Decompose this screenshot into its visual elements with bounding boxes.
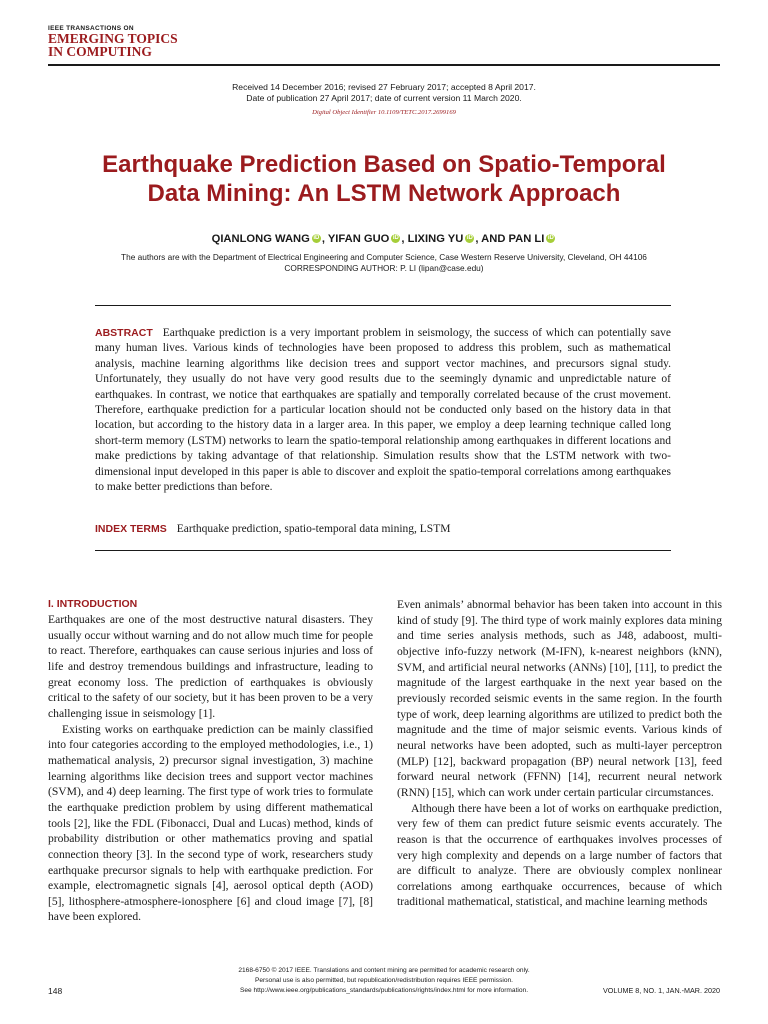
author-name: QIANLONG WANG (211, 233, 310, 245)
left-column (48, 596, 373, 925)
affiliation (48, 252, 720, 274)
orcid-icon[interactable]: iD (392, 235, 399, 241)
right-column (397, 597, 722, 910)
author-name: , LIXING YU (401, 233, 464, 245)
corresponding-author: CORRESPONDING AUTHOR: P. LI (lipan@case.edu) (284, 263, 484, 273)
rights-link[interactable]: See http://www.ieee.org/publications_standards/publications/rights/index.html for more information. (239, 987, 529, 994)
received-line: Received 14 December 2016; revised 27 February 2017; accepted 8 April 2017. (232, 82, 536, 92)
abstract-label: ABSTRACT (95, 327, 153, 339)
abstract-bottom-rule (95, 550, 671, 551)
title-line2: Data Mining: An LSTM Network Approach (147, 180, 621, 207)
copyright-line: 2168-6750 © 2017 IEEE. Translations and content mining are permitted for academic research only. (238, 967, 530, 974)
index-terms (95, 523, 671, 535)
volume-info: VOLUME 8, NO. 1, JAN.-MAR. 2020 (602, 986, 720, 995)
author-name: , YIFAN GUO (321, 233, 390, 245)
paragraph: Even animals’ abnormal behavior has been taken into account in this kind of study [9]. The third type of work mainly explores data mining and time series analysis methods, such as J48, adaboost, multi-objective info-fuzzy network (M-IFN), k-nearest neighbors (kNN), SVM, and artificial neural networks (ANNs) [10], [11], to predict the magnitude of the largest earthquake in the next year based on the previously recorded seismic events in the same region. In the fourth type of work, deep learning algorithms are utilized to predict both the magnitude and the time of major seismic events. Various kinds of neural networks have been adopted, such as multi-layer perceptron (MLP) [12], backward propagation (BP) neural network [13], feed forward neural network (FFNN) [14], recurrent neural network (RNN) [15], which can work under certain particular circumstances. (397, 598, 722, 799)
author-list (48, 233, 720, 245)
paragraph: Existing works on earthquake prediction can be mainly classified into four categories according to the employed methodologies, i.e., 1) mathematical analysis, 2) precursor signal investigation, 3) machine learning algorithms like decision trees and support vector machines (SVM), and 4) deep learning. The first type of work tries to formulate the earthquake prediction problem by using different mathematical tools [2], like the FDL (Fibonacci, Dual and Lucas) method, kinds of probability distribution or other mathematics proving and spatial connection theory [3]. In the second type of work, researchers study earthquake precursor signals to help with earthquake prediction. For example, electromagnetic signals [4], aerosol optical depth (AOD) [5], lithosphere-atmosphere-ionosphere [6] and cloud image [7], [8] have been explored. (48, 722, 373, 924)
orcid-icon[interactable]: iD (547, 235, 554, 241)
paper-title (48, 150, 720, 208)
orcid-icon[interactable]: iD (466, 235, 473, 241)
affiliation-text: The authors are with the Department of Electrical Engineering and Computer Science, Case Western Reserve University, Cleveland, OH 44106 (121, 252, 647, 262)
abstract-text: Earthquake prediction is a very important problem in seismology, the success of which can potentially save many human lives. Various kinds of technologies have been proposed to address this problem, such as mathematical analysis, machine learning algorithms like decision trees and support vector machines, and precursors signal study. Unfortunately, they usually do not have very good results due to the seemingly dynamic and unpredictable nature of earthquakes. In contrast, we notice that earthquakes are spatially and temporally correlated because of the crust movement. Therefore, earthquake prediction for a particular location should not be conducted only based on the history data in that location, but according to the history data in a larger area. In this paper, we employ a deep learning technique called long short-term memory (LSTM) networks to learn the spatio-temporal relationship among earthquakes in different locations and make predictions by taking advantage of that relationship. Simulation results show that the LSTM network with two-dimensional input developed in this paper is able to discover and exploit the spatio-temporal correlations among earthquakes to make better predictions than before. (95, 327, 671, 494)
header-rule (48, 64, 720, 66)
orcid-icon[interactable]: iD (313, 235, 320, 241)
publication-line: Date of publication 27 April 2017; date of current version 11 March 2020. (246, 92, 522, 103)
permission-line: Personal use is also permitted, but republication/redistribution requires IEEE permission. (254, 977, 514, 984)
paragraph: Earthquakes are one of the most destructive natural disasters. They usually occur without warning and do not allow much time for people to react. Therefore, earthquakes can cause serious injuries and loss of life and destroy tremendous buildings and infrastructure, leading to great economy loss. The prediction of earthquakes is obviously critical to the safety of our society, but it has been proven to be a very challenging issue in seismology [1]. (48, 613, 373, 720)
journal-name-line1: EMERGING TOPICS (48, 31, 178, 46)
section-heading: I. INTRODUCTION (48, 598, 138, 610)
paragraph: Although there have been a lot of works on earthquake prediction, very few of them can predict future seismic events accurately. The reason is that the occurrence of earthquakes involves processes of very high complexity and depends on a large number of factors that are difficult to analyze. There are obviously complex nonlinear correlations among earthquake occurrences, because of which traditional mathematical, statistical, and machine learning methods (397, 801, 722, 909)
journal-series: IEEE TRANSACTIONS ON (48, 25, 134, 32)
title-line1: Earthquake Prediction Based on Spatio-Temporal (102, 151, 666, 178)
author-name: , AND PAN LI (475, 233, 545, 245)
doi[interactable]: Digital Object Identifier 10.1109/TETC.2017.2699169 (312, 109, 456, 116)
index-terms-label: INDEX TERMS (95, 523, 167, 535)
received-dates (48, 82, 720, 103)
abstract-top-rule (95, 305, 671, 306)
journal-masthead (48, 25, 178, 58)
abstract (95, 326, 671, 495)
page-number: 148 (48, 986, 63, 996)
index-terms-text: Earthquake prediction, spatio-temporal data mining, LSTM (176, 523, 451, 535)
journal-name-line2: IN COMPUTING (48, 44, 152, 59)
